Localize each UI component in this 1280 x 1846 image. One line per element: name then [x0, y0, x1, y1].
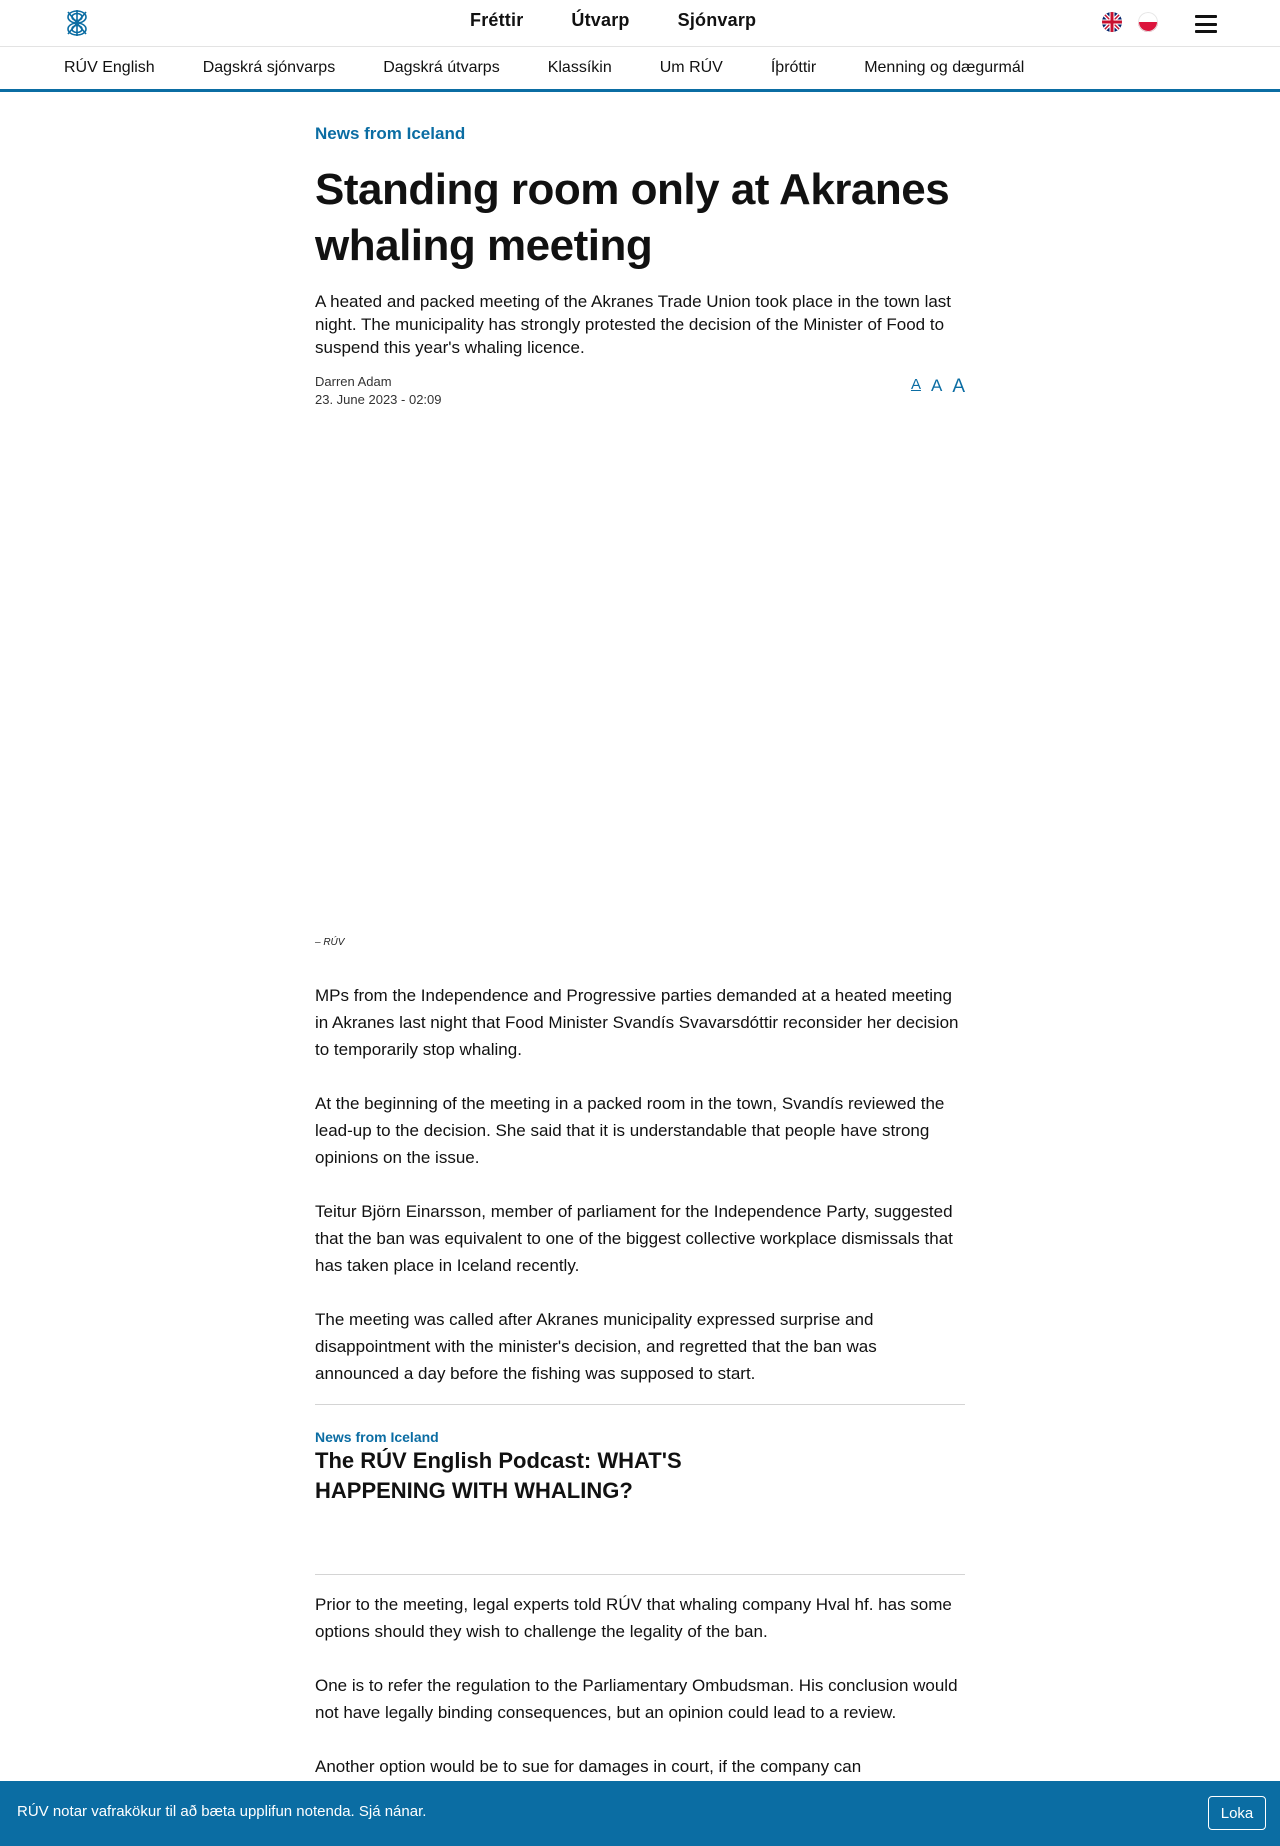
- main-nav: [470, 10, 756, 31]
- article-paragraph: Teitur Björn Einarsson, member of parliament for the Independence Party, suggested that the ban was equivalent to one of the biggest collective workplace dismissals that has taken place in Iceland recently.: [315, 1202, 953, 1275]
- top-header: [0, 0, 1280, 46]
- byline: [315, 373, 442, 409]
- author-name: Darren Adam: [315, 374, 392, 389]
- subnav-ithrottir[interactable]: Íþróttir: [770, 59, 817, 76]
- font-size-small-button[interactable]: A: [910, 376, 921, 393]
- subnav-menning[interactable]: Menning og dægurmál: [864, 59, 1025, 76]
- publish-date: 23. June 2023 - 02:09: [315, 392, 442, 407]
- article-kicker[interactable]: News from Iceland: [315, 124, 466, 143]
- font-size-controls: [911, 376, 965, 398]
- article-paragraph: At the beginning of the meeting in a packed room in the town, Svandís reviewed the lead-up to the decision. She said that it is understandable that people have strong opinions on the issue.: [315, 1094, 945, 1167]
- nav-sjonvarp[interactable]: Sjónvarp: [677, 10, 757, 30]
- related-kicker[interactable]: News from Iceland: [315, 1429, 439, 1445]
- article-lead: A heated and packed meeting of the Akranes Trade Union took place in the town last night. The municipality has strongly protested the decision of the Minister of Food to suspend this year's whaling licence.: [315, 292, 952, 357]
- divider: [315, 1574, 965, 1575]
- hamburger-menu-icon[interactable]: [1195, 15, 1217, 33]
- ruv-logo-icon[interactable]: [62, 8, 92, 38]
- article-paragraph: MPs from the Independence and Progressive parties demanded at a heated meeting in Akranes last night that Food Minister Svandís Svavarsdóttir reconsider her decision to temporarily stop whaling.: [315, 986, 959, 1059]
- image-credit: – RÚV: [315, 937, 345, 948]
- subnav-um-ruv[interactable]: Um RÚV: [659, 59, 723, 76]
- nav-utvarp[interactable]: Útvarp: [571, 10, 630, 30]
- subnav-dagskra-sjonvarps[interactable]: Dagskrá sjónvarps: [202, 59, 336, 76]
- article-paragraph: One is to refer the regulation to the Parliamentary Ombudsman. His conclusion would not have legally binding consequences, but an opinion could lead to a review.: [315, 1676, 958, 1722]
- subnav-klassikin[interactable]: Klassíkin: [547, 59, 612, 76]
- article-media-placeholder: [315, 422, 965, 1022]
- secondary-nav: [0, 46, 1280, 92]
- related-title[interactable]: The RÚV English Podcast: WHAT'S HAPPENING WITH WHALING?: [315, 1448, 682, 1503]
- poland-flag-icon[interactable]: [1138, 12, 1158, 32]
- article-paragraph: Another option would be to sue for damages in court, if the company can: [315, 1757, 862, 1776]
- close-cookie-button[interactable]: Loka: [1208, 1796, 1266, 1830]
- uk-flag-icon[interactable]: [1102, 12, 1122, 32]
- font-size-medium-button[interactable]: A: [930, 376, 943, 395]
- article-paragraph: Prior to the meeting, legal experts told RÚV that whaling company Hval hf. has some options should they wish to challenge the legality of the ban.: [315, 1595, 952, 1641]
- cookie-text[interactable]: RÚV notar vafrakökur til að bæta upplifun notenda. Sjá nánar.: [17, 1803, 427, 1820]
- cookie-banner: [0, 1781, 1280, 1846]
- article-headline: Standing room only at Akranes whaling meeting: [315, 165, 950, 270]
- article-paragraph: The meeting was called after Akranes municipality expressed surprise and disappointment with the minister's decision, and regretted that the ban was announced a day before the fishing was supposed to start.: [315, 1310, 877, 1383]
- subnav-ruv-english[interactable]: RÚV English: [64, 59, 155, 76]
- language-switcher: [1102, 12, 1158, 32]
- subnav-dagskra-utvarps[interactable]: Dagskrá útvarps: [383, 59, 500, 76]
- nav-frettir[interactable]: Fréttir: [470, 10, 524, 30]
- font-size-large-button[interactable]: A: [952, 376, 965, 397]
